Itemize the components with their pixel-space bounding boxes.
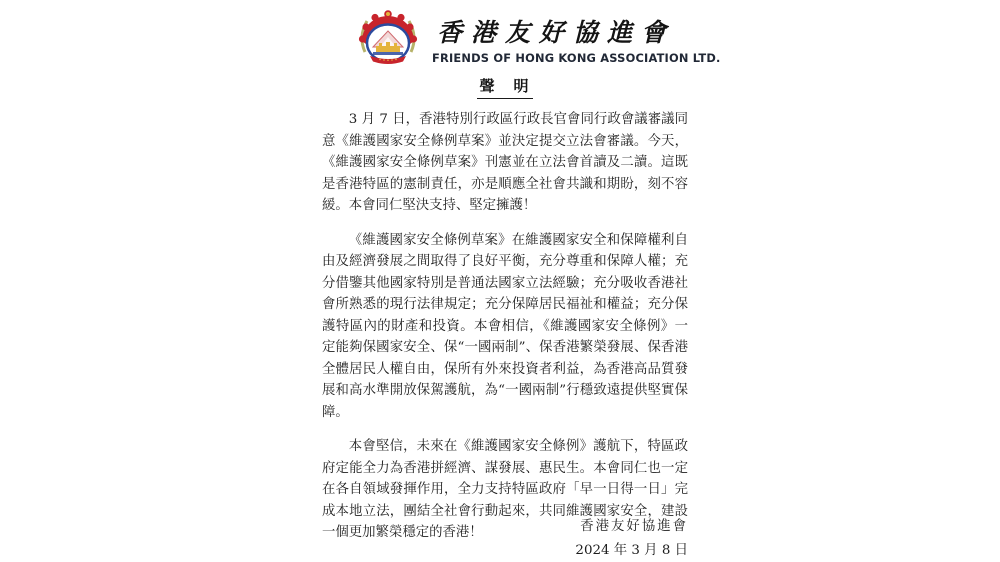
association-emblem-logo <box>356 6 420 64</box>
statement-heading: 聲 明 <box>477 75 532 99</box>
org-name-english: FRIENDS OF HONG KONG ASSOCIATION LTD. <box>432 51 721 65</box>
signature-org-name: 香港友好協進會 <box>580 519 688 534</box>
signature-block <box>322 515 688 562</box>
statement-body <box>322 109 688 557</box>
signature-date: 2024 年 3 月 8 日 <box>575 543 688 558</box>
org-name-calligraphy: 香港友好協進會 <box>437 18 676 47</box>
statement-paragraph-1: 3 月 7 日，香港特別行政區行政長官會同行政會議審議同意《維護國家安全條例草案》並決定提交立法會審議。今天，《維護國家安全條例草案》刊憲並在立法會首讀及二讀。這既是香港特區的憲制責任，亦是順應全社會共識和期盼，刻不容緩。本會同仁堅決支持、堅定擁護！ <box>322 112 688 213</box>
emblem-graphic <box>356 6 420 64</box>
statement-paragraph-3: 本會堅信，未來在《維護國家安全條例》護航下，特區政府定能全力為香港拼經濟、謀發展、惠民生。本會同仁也一定在各自領域發揮作用，全力支持特區政府「早一日得一日」完成本地立法，團結全社會行動起來，共同維護國家安全，建設一個更加繁榮穩定的香港！ <box>322 439 688 540</box>
statement-paragraph-2: 《維護國家安全條例草案》在維護國家安全和保障權利自由及經濟發展之間取得了良好平衡，充分尊重和保障人權；充分借鑒其他國家特別是普通法國家立法經驗；充分吸收香港社會所熟悉的現行法律規定；充分保障居民福祉和權益；充分保護特區內的財產和投資。本會相信，《維護國家安全條例》一定能夠保國家安全、保“一國兩制”、保香港繁榮發展、保香港全體居民人權自由，保所有外來投資者利益，為香港高品質發展和高水準開放保駕護航，為“一國兩制”行穩致遠提供堅實保障。 <box>322 232 688 420</box>
statement-heading-wrap <box>322 75 688 99</box>
